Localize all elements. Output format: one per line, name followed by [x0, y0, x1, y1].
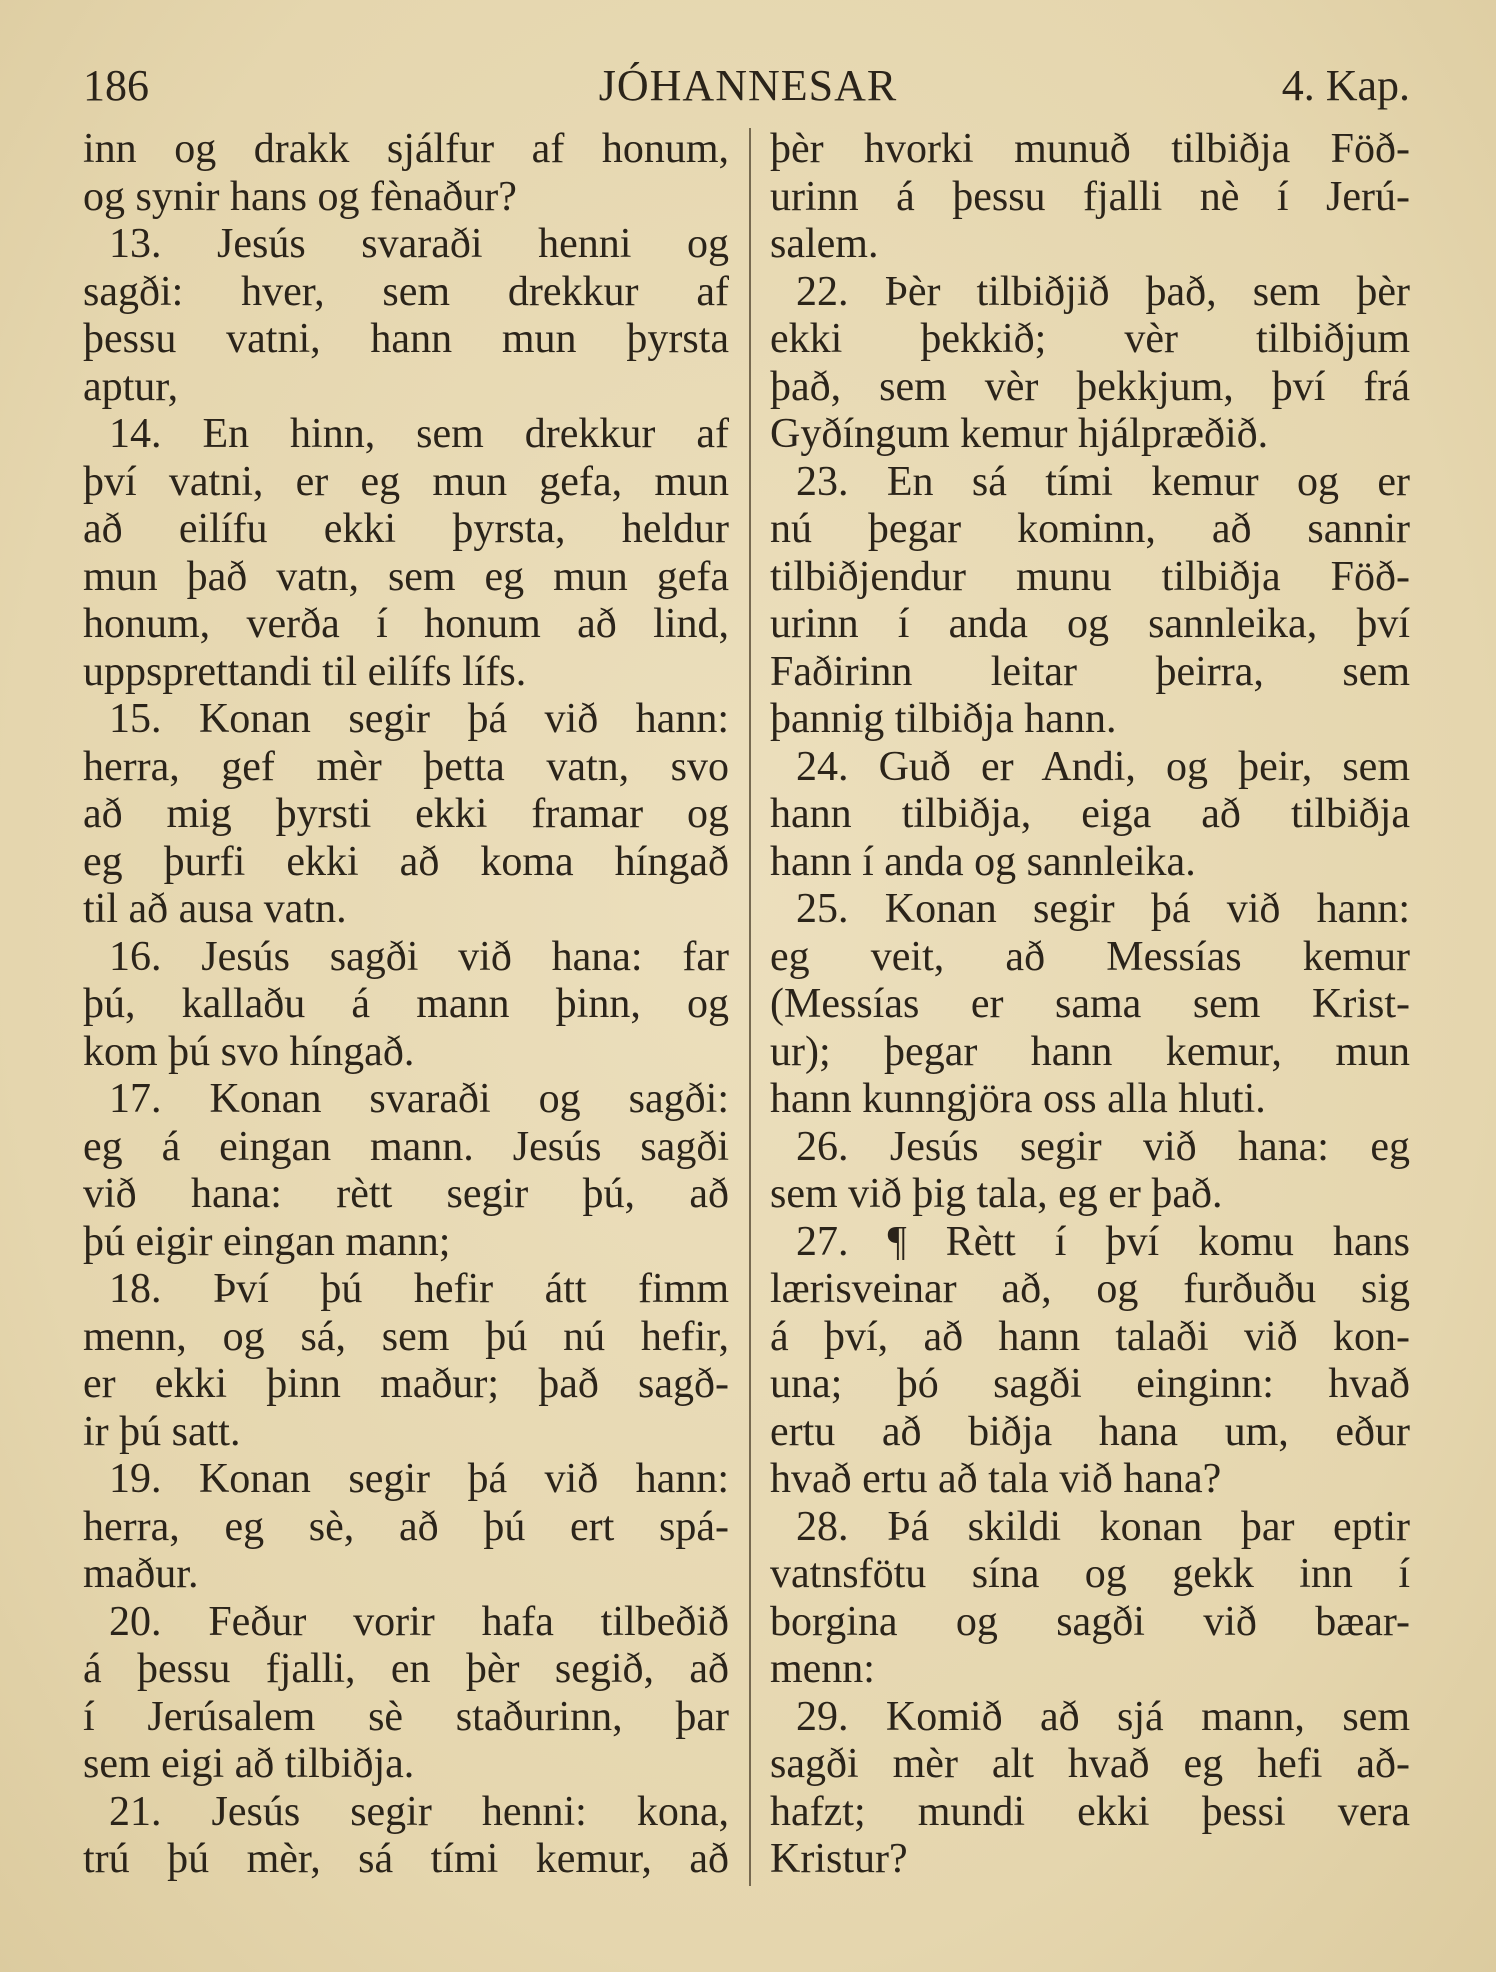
- text-line: 14. En hinn, sem drekkur af: [109, 411, 729, 457]
- text-line: 21. Jesús segir henni: kona,: [109, 1788, 729, 1835]
- text-line: í Jerúsalem sè staðurinn, þar: [83, 1693, 729, 1740]
- text-line: að mig þyrsti ekki framar og: [83, 791, 729, 837]
- text-line: til að ausa vatn.: [83, 886, 347, 932]
- left-column: [83, 126, 729, 1884]
- text-line: uppsprettandi til eilífs lífs.: [83, 648, 527, 695]
- text-line: er ekki þinn maður; það sagð-: [83, 1361, 729, 1407]
- text-line: eg á eingan mann. Jesús sagði: [83, 1123, 729, 1170]
- text-line: að eilífu ekki þyrsta, heldur: [83, 506, 729, 552]
- text-line: ekki þekkið; vèr tilbiðjum: [770, 316, 1410, 362]
- text-line: þannig tilbiðja hann.: [770, 696, 1117, 742]
- text-line: hann tilbiðja, eiga að tilbiðja: [770, 791, 1410, 837]
- text-line: 15. Konan segir þá við hann:: [109, 696, 729, 742]
- text-line: mun það vatn, sem eg mun gefa: [83, 553, 729, 600]
- text-line: á þessu fjalli, en þèr segið, að: [83, 1646, 729, 1692]
- text-line: hvað ertu að tala við hana?: [770, 1456, 1222, 1502]
- text-line: menn, og sá, sem þú nú hefir,: [83, 1313, 729, 1360]
- text-line: sem eigi að tilbiðja.: [83, 1741, 415, 1787]
- text-line: borgina og sagði við bæar-: [770, 1598, 1410, 1645]
- text-line: vatnsfötu sína og gekk inn í: [770, 1551, 1410, 1597]
- text-line: una; þó sagði einginn: hvað: [770, 1361, 1410, 1407]
- text-line: 28. Þá skildi konan þar eptir: [796, 1503, 1410, 1550]
- text-line: 16. Jesús sagði við hana: far: [109, 933, 729, 980]
- text-line: 29. Komið að sjá mann, sem: [796, 1693, 1410, 1740]
- text-line: Gyðíngum kemur hjálpræðið.: [770, 411, 1269, 457]
- text-line: eg þurfi ekki að koma híngað: [83, 838, 729, 885]
- text-line: 27. ¶ Rètt í því komu hans: [796, 1218, 1410, 1265]
- text-line: salem.: [770, 221, 879, 267]
- text-line: 22. Þèr tilbiðjið það, sem þèr: [796, 268, 1410, 315]
- text-line: 24. Guð er Andi, og þeir, sem: [796, 743, 1410, 790]
- text-line: það, sem vèr þekkjum, því frá: [770, 363, 1410, 410]
- text-line: aptur,: [83, 363, 179, 410]
- text-line: herra, gef mèr þetta vatn, svo: [83, 743, 729, 790]
- text-line: hafzt; mundi ekki þessi vera: [770, 1788, 1410, 1835]
- text-line: urinn á þessu fjalli nè í Jerú-: [770, 173, 1410, 220]
- text-line: menn:: [770, 1646, 875, 1692]
- column-divider: [749, 128, 751, 1886]
- text-line: maður.: [83, 1551, 199, 1597]
- text-line: eg veit, að Messías kemur: [770, 933, 1410, 980]
- text-line: herra, eg sè, að þú ert spá-: [83, 1503, 729, 1550]
- text-line: 23. En sá tími kemur og er: [796, 458, 1410, 505]
- text-line: lærisveinar að, og furðuðu sig: [770, 1266, 1410, 1312]
- right-column: [770, 126, 1410, 1884]
- text-line: hann í anda og sannleika.: [770, 838, 1196, 885]
- text-line: 20. Feður vorir hafa tilbeðið: [109, 1598, 729, 1645]
- text-line: sem við þig tala, eg er það.: [770, 1171, 1223, 1217]
- text-line: sagði mèr alt hvað eg hefi að-: [770, 1741, 1410, 1787]
- text-line: (Messías er sama sem Krist-: [770, 981, 1410, 1027]
- text-line: 13. Jesús svaraði henni og: [109, 221, 729, 267]
- text-line: hann kunngjöra oss alla hluti.: [770, 1076, 1266, 1122]
- chapter-label: 4. Kap.: [1281, 61, 1410, 110]
- text-line: urinn í anda og sannleika, því: [770, 601, 1410, 647]
- text-line: 19. Konan segir þá við hann:: [109, 1456, 729, 1502]
- text-line: þessu vatni, hann mun þyrsta: [83, 316, 729, 362]
- text-line: þèr hvorki munuð tilbiðja Föð-: [770, 126, 1410, 172]
- page-number: 186: [83, 61, 149, 110]
- text-line: tilbiðjendur munu tilbiðja Föð-: [770, 553, 1410, 600]
- text-line: kom þú svo híngað.: [83, 1028, 415, 1075]
- running-title: JÓHANNESAR: [598, 61, 898, 110]
- text-line: 26. Jesús segir við hana: eg: [796, 1123, 1410, 1170]
- text-line: sagði: hver, sem drekkur af: [83, 268, 729, 315]
- text-line: á því, að hann talaði við kon-: [770, 1313, 1410, 1360]
- text-line: ur); þegar hann kemur, mun: [770, 1028, 1410, 1075]
- text-line: og synir hans og fènaður?: [83, 173, 517, 220]
- text-line: inn og drakk sjálfur af honum,: [83, 126, 729, 172]
- text-line: við hana: rètt segir þú, að: [83, 1171, 729, 1217]
- text-line: 18. Því þú hefir átt fimm: [109, 1266, 729, 1312]
- text-line: nú þegar kominn, að sannir: [770, 506, 1410, 552]
- text-line: þú, kallaðu á mann þinn, og: [83, 981, 729, 1027]
- text-line: ertu að biðja hana um, eður: [770, 1408, 1410, 1455]
- text-line: því vatni, er eg mun gefa, mun: [83, 458, 729, 505]
- text-line: 17. Konan svaraði og sagði:: [109, 1076, 729, 1122]
- text-line: trú þú mèr, sá tími kemur, að: [83, 1836, 729, 1882]
- text-line: honum, verða í honum að lind,: [83, 601, 729, 647]
- text-line: ir þú satt.: [83, 1408, 241, 1455]
- text-line: Faðirinn leitar þeirra, sem: [770, 648, 1410, 695]
- text-line: þú eigir eingan mann;: [83, 1218, 451, 1265]
- text-line: Kristur?: [770, 1836, 908, 1882]
- text-line: 25. Konan segir þá við hann:: [796, 886, 1410, 932]
